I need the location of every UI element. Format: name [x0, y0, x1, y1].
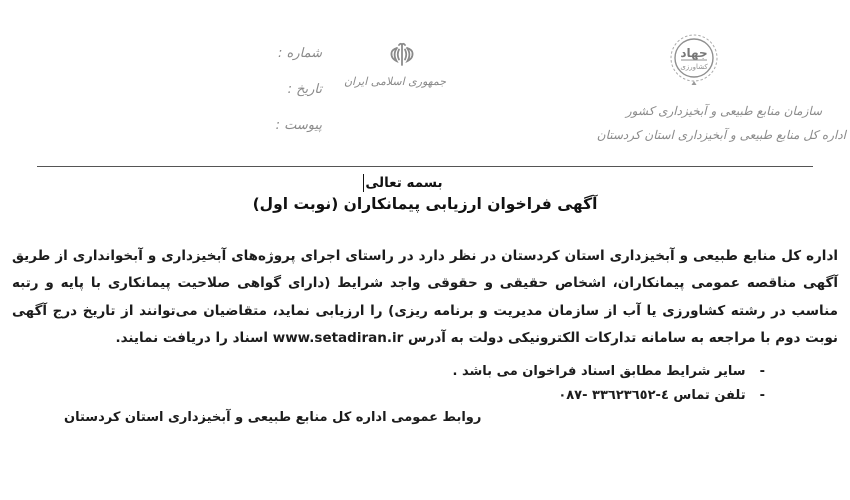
- announcement-notes-list: [453, 364, 765, 412]
- note-other-conditions: - سایر شرایط مطابق اسناد فراخوان می باشد .: [453, 364, 765, 379]
- date-label: تاریخ :: [287, 82, 322, 97]
- jihad-logo-main-text: جهاد: [680, 46, 708, 60]
- besmele-text: بسمه تعالی: [365, 175, 443, 191]
- announcement-title: آگهی فراخوان ارزیابی پیمانکاران (نوبت اول): [252, 195, 598, 213]
- attachment-label: پیوست :: [275, 118, 322, 133]
- public-relations-signature: روابط عمومی اداره کل منابع طبیعی و آبخیزداری استان کردستان: [64, 410, 482, 425]
- announcement-body[interactable]: اداره کل منابع طبیعی و آبخیزداری استان کردستان در نظر دارد در راستای اجرای پروژه‌های آبخیزداری و آبخوانداری از طریق آگهی مناقصه عمومی پیمانکاران، اشخاص حقیقی و حقوقی واجد شرایط (دارای گواهی صلاحیت پیمانکاری با پایه و رتبه مناسب در رشته کشاورزی یا آب از سازمان مدیریت و برنامه ریزی) را ارزیابی نماید، متقاضیان می‌توانند از تاریخ درج آگهی نوبت دوم با مراجعه به سامانه تدارکات الکترونیکی دولت به آدرس www.setadiran.ir اسناد را دریافت نمایند.: [12, 247, 838, 346]
- organization-names: [596, 99, 846, 147]
- iran-emblem-caption: جمهوری اسلامی ایران: [343, 75, 446, 88]
- besmele-line[interactable]: [0, 174, 828, 192]
- letterhead-center: [343, 40, 446, 88]
- org-office-name: اداره کل منابع طبیعی و آبخیزداری استان کردستان: [596, 128, 846, 142]
- iran-emblem-icon: [385, 40, 419, 68]
- jihad-keshavarzi-logo-icon: [668, 32, 720, 88]
- note-contact-phone: - تلفن تماس ٤-٣٣٦٢٣٦٥٢ -٠٨٧: [453, 388, 765, 403]
- jihad-logo-sub-text: کشاورزی: [680, 63, 708, 71]
- letterhead-divider: [37, 166, 813, 167]
- letterhead-meta-labels: [276, 46, 322, 133]
- number-label: شماره :: [278, 46, 322, 61]
- org-parent-name: سازمان منابع طبیعی و آبخیزداری کشور: [625, 104, 823, 118]
